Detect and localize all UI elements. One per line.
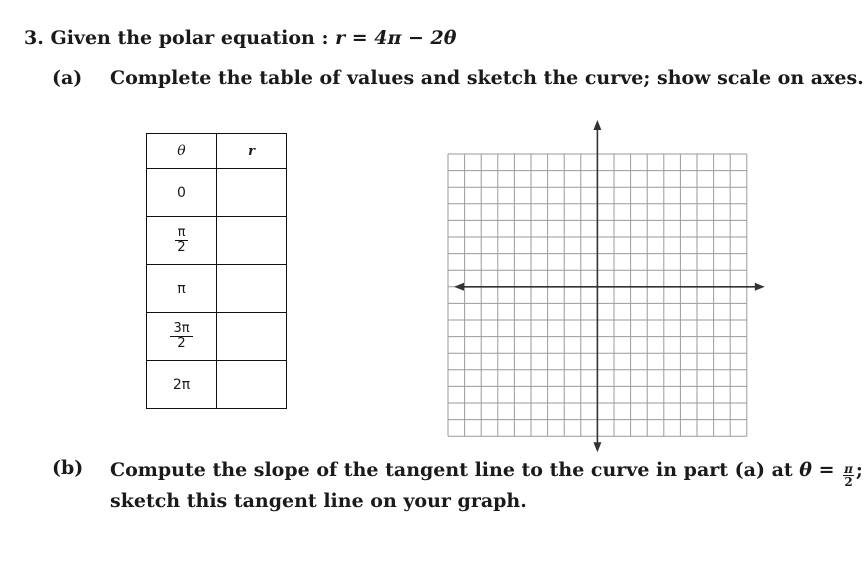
question-prefix: Given the polar equation :: [50, 27, 329, 49]
part-b-line-1: [110, 457, 863, 488]
table-row: [147, 313, 287, 361]
r-input-cell[interactable]: [217, 265, 287, 313]
graph-grid[interactable]: [420, 112, 780, 432]
theta-equals: θ =: [799, 459, 835, 481]
table-header-row: [147, 134, 287, 169]
theta-cell: [147, 313, 217, 361]
table-row: [147, 361, 287, 409]
theta-fraction-pi-over-2: [843, 463, 854, 488]
fraction-numerator: 3π: [170, 322, 192, 337]
r-input-cell[interactable]: [217, 169, 287, 217]
r-input-cell[interactable]: [217, 361, 287, 409]
part-a-instructions: Complete the table of values and sketch the curve; show scale on axes.: [110, 67, 864, 89]
table-row: [147, 217, 287, 265]
fraction-numerator: π: [175, 226, 189, 241]
y-axis-arrow-up: [593, 120, 601, 130]
fraction-numerator: π: [844, 462, 853, 476]
part-b-line-2: sketch this tangent line on your graph.: [110, 490, 527, 512]
theta-cell: [147, 169, 217, 217]
theta-cell: [147, 361, 217, 409]
question-heading: [24, 27, 456, 49]
theta-value: π: [177, 280, 186, 297]
theta-cell: [147, 265, 217, 313]
values-table: [146, 133, 287, 409]
theta-fraction: [175, 226, 189, 255]
part-b-punctuation: ;: [855, 459, 863, 481]
theta-value: 0: [177, 184, 186, 201]
theta-value: 2π: [172, 376, 191, 393]
theta-cell: [147, 217, 217, 265]
part-a-label: (a): [52, 67, 83, 89]
part-b-label: (b): [52, 457, 84, 479]
fraction-denominator: 2: [177, 240, 186, 255]
table-row: [147, 265, 287, 313]
fraction-denominator: 2: [844, 475, 853, 489]
y-axis-arrow-down: [593, 442, 601, 452]
r-column-header: r: [217, 134, 287, 169]
x-axis-arrow-right: [755, 283, 765, 291]
table-row: [147, 169, 287, 217]
r-input-cell[interactable]: [217, 217, 287, 265]
part-b-line-1-text: Compute the slope of the tangent line to the curve in part (a) at: [110, 459, 800, 481]
part-b-instructions: [110, 457, 863, 515]
fraction-denominator: 2: [177, 336, 186, 351]
polar-equation: r = 4π − 2θ: [335, 27, 457, 49]
theta-fraction: [170, 322, 192, 351]
x-axis-arrow-left: [454, 283, 464, 291]
question-number: 3.: [24, 27, 44, 49]
theta-column-header: θ: [147, 134, 217, 169]
r-input-cell[interactable]: [217, 313, 287, 361]
